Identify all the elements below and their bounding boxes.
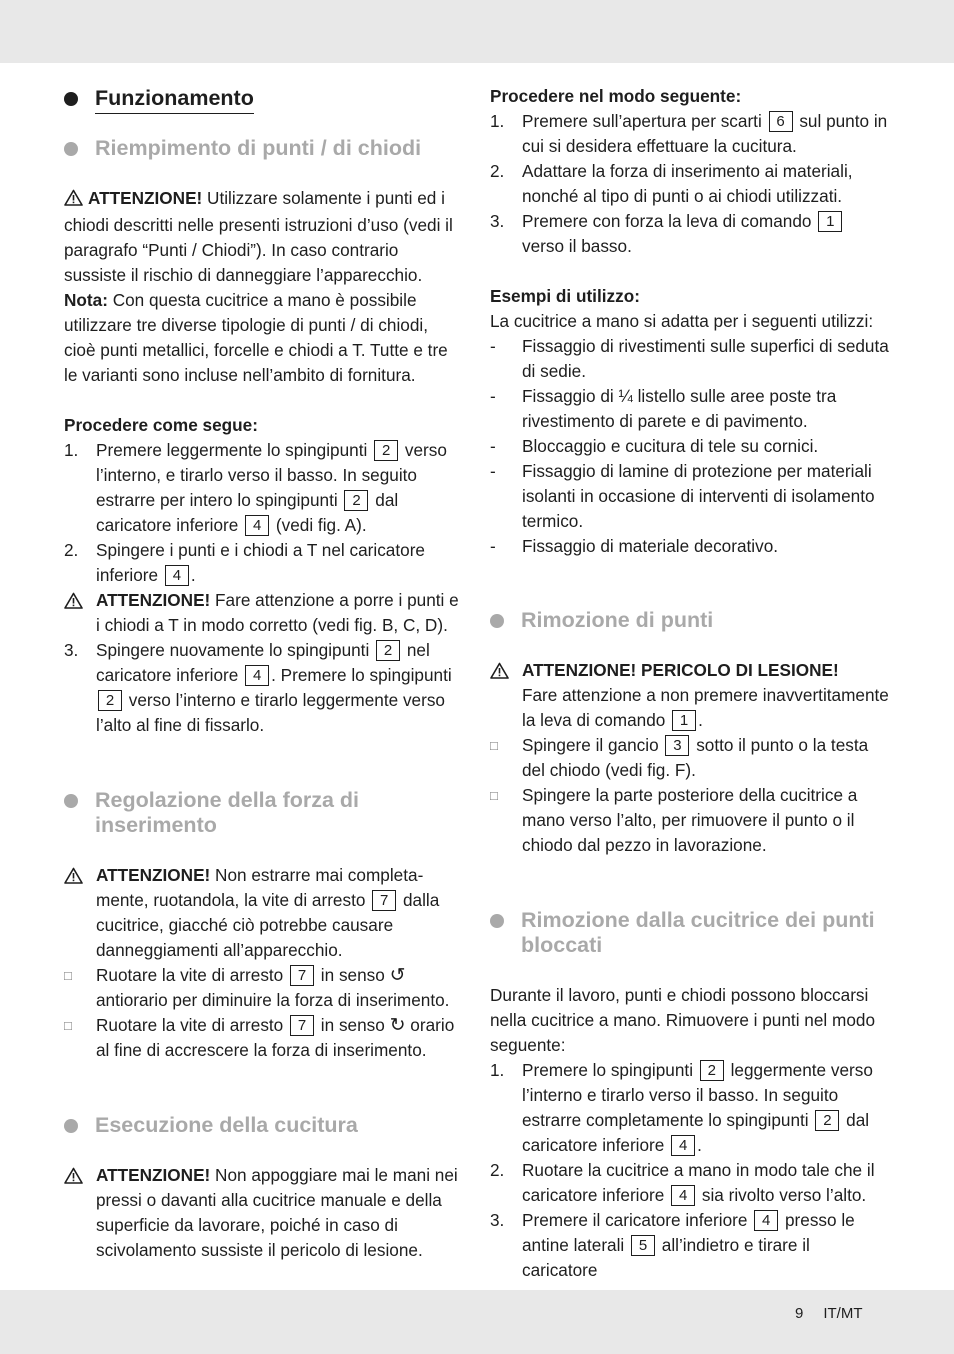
- heading-esecuzione: Esecuzione della cucitura: [64, 1113, 464, 1138]
- clockwise-icon: ↻: [389, 1015, 406, 1036]
- ref-box: 4: [754, 1210, 778, 1231]
- ref-box: 7: [290, 965, 314, 986]
- warning-item: ATTENZIONE! Fare attenzione a porre i punti e i chiodi a T in modo corretto (vedi fig. B, C, D).: [64, 588, 464, 638]
- heading-rimozione: Rimozione di punti: [490, 608, 890, 633]
- ref-box: 7: [372, 890, 396, 911]
- ref-box: 4: [671, 1185, 695, 1206]
- list-item: - Bloccaggio e cucitura di tele su cornici.: [490, 436, 819, 456]
- page-footer: [795, 1305, 883, 1322]
- warning-icon: [64, 588, 96, 638]
- warning-icon: [64, 863, 96, 963]
- ref-box: 3: [665, 735, 689, 756]
- ref-box: 4: [671, 1135, 695, 1156]
- ref-box: 2: [700, 1060, 724, 1081]
- top-band: [0, 0, 954, 63]
- warning-item: ATTENZIONE! PERICOLO DI LESIONE! Fare attenzione a non premere inavvertitamente la leva di comando 1 .: [490, 658, 890, 733]
- ref-box: 1: [672, 710, 696, 731]
- bullet-icon: [64, 142, 78, 156]
- procedure-title: Procedere come segue:: [64, 415, 258, 435]
- heading-regolazione: Regolazione della forza di inserimento: [64, 788, 464, 838]
- list-item: - Fissaggio di lamine di protezione per materiali isolanti in occasione di interventi di isolamento termico.: [490, 461, 875, 531]
- warning-item: ATTENZIONE! Non appoggiare mai le mani nei pressi o davanti alla cucitrice manuale e della superficie da lavorare, poiché in caso di scivolamento sussiste il pericolo di lesione.: [64, 1163, 464, 1263]
- bottom-band: [0, 1290, 954, 1354]
- heading-rimozione-bloccati: Rimozione dalla cucitrice dei punti bloccati: [490, 908, 890, 958]
- page-number: 9: [795, 1305, 804, 1322]
- list-item: 3. Premere il caricatore inferiore 4 presso le antine laterali 5 all’indietro e tirare il caricatore: [490, 1210, 855, 1280]
- square-bullet-icon: □: [490, 738, 498, 753]
- bullet-icon: [490, 614, 504, 628]
- ref-box: 2: [815, 1110, 839, 1131]
- examples-title: Esempi di utilizzo:: [490, 286, 640, 306]
- right-column: [490, 84, 890, 1283]
- list-item: 1. Premere leggermente lo spingipunti 2 verso l’interno, e tirarlo verso il basso. In seguito estrarre per intero lo spingipunti 2 dal caricatore inferiore 4 (vedi fig. A).: [64, 440, 447, 535]
- warning-icon: [490, 658, 522, 733]
- counterclockwise-icon: ↺: [389, 965, 406, 986]
- procedure-title: Procedere nel modo seguente:: [490, 86, 742, 106]
- heading-riempimento: Riempimento di punti / di chiodi: [64, 136, 464, 161]
- language-code: IT/MT: [823, 1305, 863, 1322]
- left-column: [64, 84, 464, 1263]
- square-bullet-icon: □: [490, 788, 498, 803]
- section-title-funzionamento: Funzionamento: [64, 84, 464, 114]
- ref-box: 4: [165, 565, 189, 586]
- list-item: □ Spingere la parte posteriore della cucitrice a mano verso l’alto, per rimuovere il punto o il chiodo dal pezzo in lavorazione.: [490, 783, 890, 858]
- square-bullet-icon: □: [64, 968, 72, 983]
- list-item: 3. Premere con forza la leva di comando 1 verso il basso.: [490, 209, 890, 259]
- warning-icon: [64, 1163, 96, 1263]
- list-item: 3. Spingere nuovamente lo spingipunti 2 nel caricatore inferiore 4 . Premere lo spingipunti 2 verso l’interno e tirarlo leggermente verso l’alto al fine di fissarlo.: [64, 640, 452, 735]
- ref-box: 5: [631, 1235, 655, 1256]
- ref-box: 2: [374, 440, 398, 461]
- warning-paragraph: ATTENZIONE! Utilizzare solamente i punti ed i chiodi descritti nelle presenti istruzioni d’uso (vedi il paragrafo “Punti / Chiodi”). In caso contrario sussiste il rischio di danneggiare l’apparecchio.: [64, 188, 453, 285]
- examples-intro: La cucitrice a mano si adatta per i seguenti utilizzi:: [490, 311, 874, 331]
- bullet-icon: [490, 914, 504, 928]
- ref-box: 2: [376, 640, 400, 661]
- ref-box: 1: [818, 211, 842, 232]
- list-item: 2. Spingere i punti e i chiodi a T nel caricatore inferiore 4 .: [64, 540, 425, 585]
- bullet-icon: [64, 92, 78, 106]
- ref-box: 4: [245, 665, 269, 686]
- list-item: 2. Ruotare la cucitrice a mano in modo tale che il caricatore inferiore 4 sia rivolto verso l’alto.: [490, 1160, 875, 1205]
- list-item: - Fissaggio di rivestimenti sulle superfici di seduta di sedie.: [490, 336, 889, 381]
- list-item: 1. Premere sull’apertura per scarti 6 sul punto in cui si desidera effettuare la cucitura.: [490, 111, 888, 156]
- list-item: - Fissaggio di ¼ listello sulle aree poste tra rivestimento di parete e di pavimento.: [490, 386, 837, 431]
- list-item: □ Spingere il gancio 3 sotto il punto o la testa del chiodo (vedi fig. F).: [490, 733, 890, 783]
- blocked-intro: Durante il lavoro, punti e chiodi possono bloccarsi nella cucitrice a mano. Rimuovere i punti nel modo seguente:: [490, 985, 875, 1055]
- list-item: □ Ruotare la vite di arresto 7 in senso ↺ antiorario per diminuire la forza di inserimento.: [64, 963, 464, 1013]
- list-item: □ Ruotare la vite di arresto 7 in senso ↻ orario al fine di accrescere la forza di inserimento.: [64, 1013, 464, 1063]
- warning-icon: [64, 188, 83, 213]
- bullet-icon: [64, 794, 78, 808]
- list-item: 1. Premere lo spingipunti 2 leggermente verso l’interno e tirarlo verso il basso. In seguito estrarre completamente lo spingipunti 2 dal caricatore inferiore 4 .: [490, 1060, 873, 1155]
- ref-box: 6: [769, 111, 793, 132]
- ref-box: 4: [245, 515, 269, 536]
- list-item: - Fissaggio di materiale decorativo.: [490, 536, 779, 556]
- ref-box: 2: [98, 690, 122, 711]
- bullet-icon: [64, 1119, 78, 1133]
- square-bullet-icon: □: [64, 1018, 72, 1033]
- ref-box: 7: [290, 1015, 314, 1036]
- ref-box: 2: [344, 490, 368, 511]
- list-item: 2. Adattare la forza di inserimento ai materiali, nonché al tipo di punti o ai chiodi utilizzati.: [490, 161, 853, 206]
- warning-item: ATTENZIONE! Non estrarre mai completamente, ruotandola, la vite di arresto 7 dalla cucitrice, giacché ciò potrebbe causare danneggiamenti all’apparecchio.: [64, 863, 464, 963]
- note-paragraph: Nota: Con questa cucitrice a mano è possibile utilizzare tre diverse tipologie di punti / di chiodi, cioè punti metallici, forcelle e chiodi a T. Tutte e tre le varianti sono incluse nell’ambito di fornitura.: [64, 290, 448, 385]
